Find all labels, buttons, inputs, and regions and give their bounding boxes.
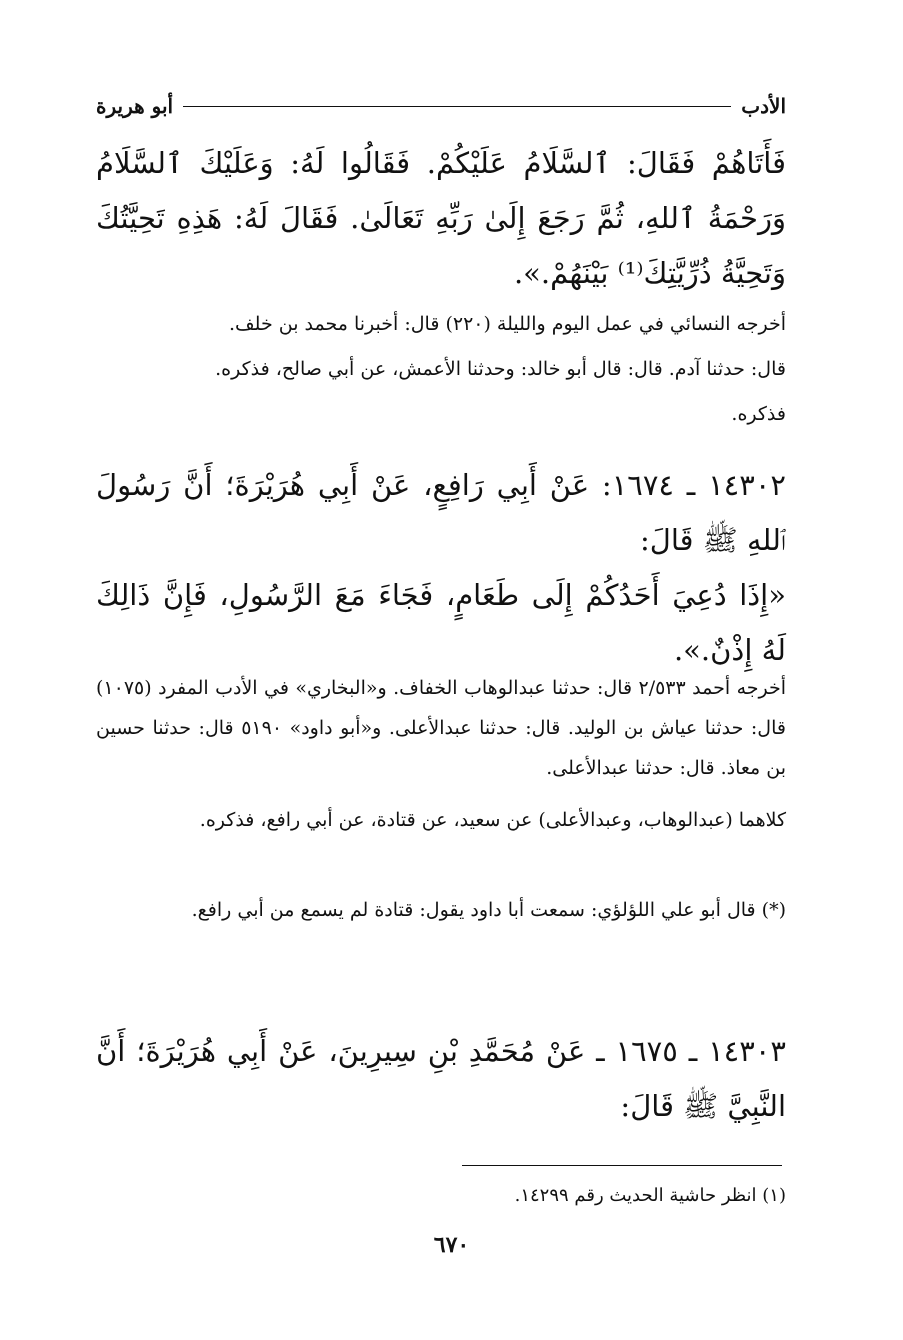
header-rule [183, 106, 731, 107]
source-note [96, 668, 786, 788]
source-line: كلاهما (عبدالوهاب، وعبدالأعلى) عن سعيد، عن قتادة، عن أبي رافع، فذكره. [199, 809, 786, 831]
hadith-continuation [96, 136, 786, 301]
footnote: (١) انظر حاشية الحديث رقم ١٤٢٩٩. [514, 1185, 786, 1206]
source-line: قال: حدثنا آدم. قال: قال أبو خالد: وحدثنا الأعمش، عن أبي صالح، فذكره. [215, 358, 786, 380]
source-line: (*) قال أبو علي اللؤلؤي: سمعت أبا داود يقول: قتادة لم يسمع من أبي رافع. [191, 899, 786, 921]
hadith-heading: ١٤٣٠٢ ـ ١٦٧٤: عَنْ أَبِي رَافِعٍ، عَنْ أَبِي هُرَيْرَةَ؛ أَنَّ رَسُولَ ٱللهِ ﷺ قَالَ: [96, 468, 786, 557]
source-note [96, 302, 786, 437]
source-line: أخرجه أحمد ٢/٥٣٣ قال: حدثنا عبدالوهاب الخفاف. و«البخاري» في الأدب المفرد (١٠٧٥) قال: حدثنا عياش بن الوليد. قال: حدثنا عبدالأعلى. و«أبو داود» ٥١٩٠ قال: حدثنا حسين بن معاذ. قال: حدثنا عبدالأعلى. [96, 677, 787, 779]
hadith-heading: ١٤٣٠٣ ـ ١٦٧٥ ـ عَنْ مُحَمَّدِ بْنِ سِيرِينَ، عَنْ أَبِي هُرَيْرَةَ؛ أَنَّ النَّبِيَّ ﷺ قَالَ: [96, 1034, 786, 1123]
hadith-text: «إِذَا دُعِيَ أَحَدُكُمْ إِلَى طَعَامٍ، فَجَاءَ مَعَ الرَّسُولِ، فَإِنَّ ذَالِكَ لَهُ إِذْنٌ.». [96, 578, 786, 667]
source-note [96, 800, 786, 840]
footnote-rule [462, 1165, 782, 1166]
section-title: الأدب [741, 94, 786, 118]
source-note [96, 890, 786, 930]
hadith-14302-text [96, 568, 786, 678]
source-line: فذكره. [731, 403, 786, 425]
source-line: أخرجه النسائي في عمل اليوم والليلة (٢٢٠) قال: أخبرنا محمد بن خلف. [228, 313, 786, 335]
hadith-text: فَأَتَاهُمْ فَقَالَ: ٱلسَّلَامُ عَلَيْكُمْ. فَقَالُوا لَهُ: وَعَلَيْكَ ٱلسَّلَامُ وَرَحْمَةُ ٱللهِ، ثُمَّ رَجَعَ إِلَىٰ رَبِّهِ تَعَالَىٰ. فَقَالَ لَهُ: هَذِهِ تَحِيَّتُكَ وَتَحِيَّةُ ذُرِّيَّتِكَ⁽¹⁾ بَيْنَهُمْ.». [96, 146, 786, 290]
chapter-title: أبو هريرة [96, 94, 174, 118]
hadith-14302-heading [96, 458, 786, 568]
hadith-14303-heading [96, 1024, 786, 1134]
page-number: ٦٧٠ [433, 1232, 470, 1258]
running-header [96, 88, 786, 124]
